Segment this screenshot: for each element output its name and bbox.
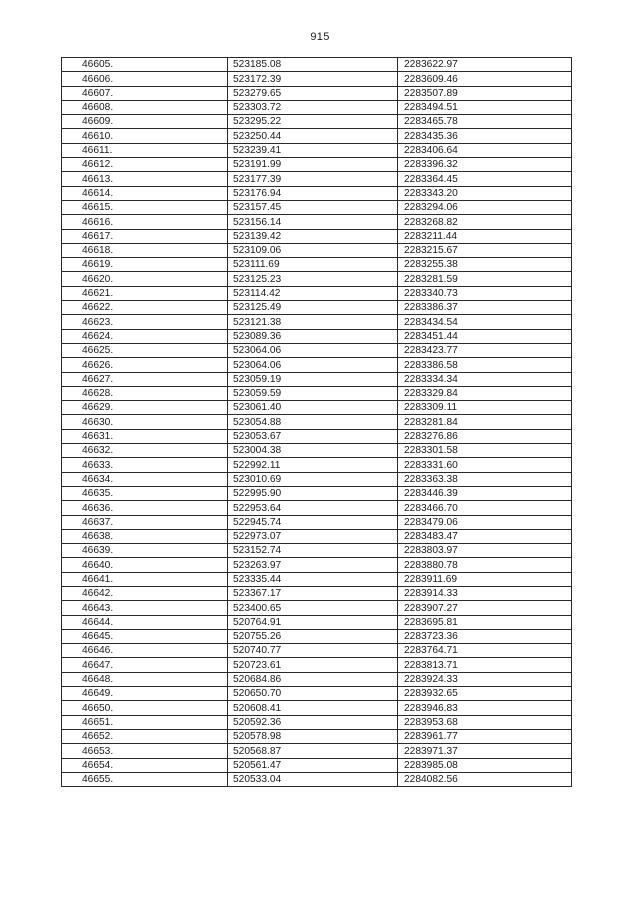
table-row — [62, 472, 572, 486]
x-coordinate-cell: 522973.07 — [228, 529, 398, 543]
point-number-cell: 46649. — [62, 687, 228, 701]
table-row — [62, 687, 572, 701]
point-number-cell: 46640. — [62, 558, 228, 572]
x-coordinate-cell: 523239.41 — [228, 143, 398, 157]
x-coordinate-cell: 523125.49 — [228, 301, 398, 315]
table-row — [62, 72, 572, 86]
table-row — [62, 586, 572, 600]
y-coordinate-cell: 2283451.44 — [398, 329, 572, 343]
point-number-cell: 46648. — [62, 672, 228, 686]
y-coordinate-cell: 2283813.71 — [398, 658, 572, 672]
x-coordinate-cell: 520561.47 — [228, 758, 398, 772]
x-coordinate-cell: 523367.17 — [228, 586, 398, 600]
point-number-cell: 46626. — [62, 358, 228, 372]
table-row — [62, 158, 572, 172]
table-row — [62, 358, 572, 372]
table-row — [62, 672, 572, 686]
point-number-cell: 46635. — [62, 486, 228, 500]
table-row — [62, 258, 572, 272]
point-number-cell: 46606. — [62, 72, 228, 86]
x-coordinate-cell: 520533.04 — [228, 772, 398, 786]
point-number-cell: 46632. — [62, 444, 228, 458]
y-coordinate-cell: 2283363.38 — [398, 472, 572, 486]
x-coordinate-cell: 520578.98 — [228, 729, 398, 743]
point-number-cell: 46630. — [62, 415, 228, 429]
table-row — [62, 186, 572, 200]
x-coordinate-cell: 523156.14 — [228, 215, 398, 229]
y-coordinate-cell: 2283953.68 — [398, 715, 572, 729]
x-coordinate-cell: 523109.06 — [228, 243, 398, 257]
x-coordinate-cell: 523295.22 — [228, 115, 398, 129]
table-row — [62, 129, 572, 143]
point-number-cell: 46652. — [62, 729, 228, 743]
point-number-cell: 46608. — [62, 100, 228, 114]
table-row — [62, 715, 572, 729]
table-row — [62, 629, 572, 643]
point-number-cell: 46644. — [62, 615, 228, 629]
x-coordinate-cell: 523152.74 — [228, 544, 398, 558]
x-coordinate-cell: 523064.06 — [228, 358, 398, 372]
x-coordinate-cell: 523303.72 — [228, 100, 398, 114]
x-coordinate-cell: 522995.90 — [228, 486, 398, 500]
y-coordinate-cell: 2283494.51 — [398, 100, 572, 114]
x-coordinate-cell: 523185.08 — [228, 58, 398, 72]
x-coordinate-cell: 520723.61 — [228, 658, 398, 672]
point-number-cell: 46612. — [62, 158, 228, 172]
x-coordinate-cell: 523059.59 — [228, 386, 398, 400]
point-number-cell: 46646. — [62, 644, 228, 658]
table-row — [62, 729, 572, 743]
point-number-cell: 46617. — [62, 229, 228, 243]
y-coordinate-cell: 2283803.97 — [398, 544, 572, 558]
y-coordinate-cell: 2283281.59 — [398, 272, 572, 286]
point-number-cell: 46651. — [62, 715, 228, 729]
y-coordinate-cell: 2283329.84 — [398, 386, 572, 400]
point-number-cell: 46641. — [62, 572, 228, 586]
x-coordinate-cell: 520740.77 — [228, 644, 398, 658]
x-coordinate-cell: 523004.38 — [228, 444, 398, 458]
point-number-cell: 46650. — [62, 701, 228, 715]
point-number-cell: 46645. — [62, 629, 228, 643]
y-coordinate-cell: 2283971.37 — [398, 744, 572, 758]
y-coordinate-cell: 2283914.33 — [398, 586, 572, 600]
y-coordinate-cell: 2283723.36 — [398, 629, 572, 643]
point-number-cell: 46615. — [62, 200, 228, 214]
table-row — [62, 143, 572, 157]
x-coordinate-cell: 523114.42 — [228, 286, 398, 300]
y-coordinate-cell: 2283946.83 — [398, 701, 572, 715]
page-number: 915 — [310, 31, 330, 43]
point-number-cell: 46627. — [62, 372, 228, 386]
y-coordinate-cell: 2283406.64 — [398, 143, 572, 157]
x-coordinate-cell: 523010.69 — [228, 472, 398, 486]
y-coordinate-cell: 2283276.86 — [398, 429, 572, 443]
x-coordinate-cell: 523053.67 — [228, 429, 398, 443]
x-coordinate-cell: 523064.06 — [228, 343, 398, 357]
y-coordinate-cell: 2283423.77 — [398, 343, 572, 357]
x-coordinate-cell: 523176.94 — [228, 186, 398, 200]
table-row — [62, 272, 572, 286]
point-number-cell: 46655. — [62, 772, 228, 786]
table-row — [62, 444, 572, 458]
x-coordinate-cell: 523121.38 — [228, 315, 398, 329]
y-coordinate-cell: 2283211.44 — [398, 229, 572, 243]
table-row — [62, 772, 572, 786]
table-row — [62, 386, 572, 400]
table-row — [62, 658, 572, 672]
x-coordinate-cell: 523061.40 — [228, 401, 398, 415]
point-number-cell: 46642. — [62, 586, 228, 600]
table-row — [62, 601, 572, 615]
x-coordinate-cell: 523263.97 — [228, 558, 398, 572]
point-number-cell: 46605. — [62, 58, 228, 72]
x-coordinate-cell: 522953.64 — [228, 501, 398, 515]
point-number-cell: 46636. — [62, 501, 228, 515]
y-coordinate-cell: 2283465.78 — [398, 115, 572, 129]
point-number-cell: 46624. — [62, 329, 228, 343]
table-row — [62, 758, 572, 772]
table-row — [62, 372, 572, 386]
y-coordinate-cell: 2283622.97 — [398, 58, 572, 72]
point-number-cell: 46631. — [62, 429, 228, 443]
point-number-cell: 46613. — [62, 172, 228, 186]
point-number-cell: 46654. — [62, 758, 228, 772]
coordinates-table — [61, 57, 572, 787]
point-number-cell: 46638. — [62, 529, 228, 543]
table-row — [62, 486, 572, 500]
table-row — [62, 86, 572, 100]
table-row — [62, 243, 572, 257]
y-coordinate-cell: 2283446.39 — [398, 486, 572, 500]
table-row — [62, 229, 572, 243]
y-coordinate-cell: 2283396.32 — [398, 158, 572, 172]
y-coordinate-cell: 2283364.45 — [398, 172, 572, 186]
point-number-cell: 46620. — [62, 272, 228, 286]
y-coordinate-cell: 2283695.81 — [398, 615, 572, 629]
y-coordinate-cell: 2283343.20 — [398, 186, 572, 200]
y-coordinate-cell: 2283507.89 — [398, 86, 572, 100]
table-row — [62, 644, 572, 658]
x-coordinate-cell: 520755.26 — [228, 629, 398, 643]
x-coordinate-cell: 520650.70 — [228, 687, 398, 701]
point-number-cell: 46628. — [62, 386, 228, 400]
table-row — [62, 200, 572, 214]
y-coordinate-cell: 2283434.54 — [398, 315, 572, 329]
table-row — [62, 172, 572, 186]
x-coordinate-cell: 520684.86 — [228, 672, 398, 686]
y-coordinate-cell: 2283479.06 — [398, 515, 572, 529]
table-row — [62, 458, 572, 472]
y-coordinate-cell: 2283435.36 — [398, 129, 572, 143]
y-coordinate-cell: 2283932.65 — [398, 687, 572, 701]
y-coordinate-cell: 2283309.11 — [398, 401, 572, 415]
x-coordinate-cell: 523054.88 — [228, 415, 398, 429]
table-row — [62, 558, 572, 572]
y-coordinate-cell: 2283340.73 — [398, 286, 572, 300]
coordinates-table-body — [62, 58, 572, 787]
y-coordinate-cell: 2283907.27 — [398, 601, 572, 615]
x-coordinate-cell: 523059.19 — [228, 372, 398, 386]
y-coordinate-cell: 2283911.69 — [398, 572, 572, 586]
y-coordinate-cell: 2283281.84 — [398, 415, 572, 429]
x-coordinate-cell: 523250.44 — [228, 129, 398, 143]
x-coordinate-cell: 523157.45 — [228, 200, 398, 214]
y-coordinate-cell: 2283301.58 — [398, 444, 572, 458]
table-row — [62, 215, 572, 229]
table-row — [62, 286, 572, 300]
x-coordinate-cell: 523139.42 — [228, 229, 398, 243]
table-row — [62, 701, 572, 715]
point-number-cell: 46623. — [62, 315, 228, 329]
y-coordinate-cell: 2283255.38 — [398, 258, 572, 272]
table-row — [62, 329, 572, 343]
y-coordinate-cell: 2283764.71 — [398, 644, 572, 658]
point-number-cell: 46621. — [62, 286, 228, 300]
table-row — [62, 544, 572, 558]
x-coordinate-cell: 523177.39 — [228, 172, 398, 186]
x-coordinate-cell: 523400.65 — [228, 601, 398, 615]
x-coordinate-cell: 523089.36 — [228, 329, 398, 343]
y-coordinate-cell: 2283334.34 — [398, 372, 572, 386]
point-number-cell: 46619. — [62, 258, 228, 272]
point-number-cell: 46607. — [62, 86, 228, 100]
table-row — [62, 343, 572, 357]
y-coordinate-cell: 2283215.67 — [398, 243, 572, 257]
x-coordinate-cell: 520568.87 — [228, 744, 398, 758]
point-number-cell: 46629. — [62, 401, 228, 415]
y-coordinate-cell: 2283961.77 — [398, 729, 572, 743]
table-row — [62, 429, 572, 443]
y-coordinate-cell: 2283880.78 — [398, 558, 572, 572]
point-number-cell: 46633. — [62, 458, 228, 472]
point-number-cell: 46616. — [62, 215, 228, 229]
x-coordinate-cell: 523172.39 — [228, 72, 398, 86]
y-coordinate-cell: 2283386.58 — [398, 358, 572, 372]
point-number-cell: 46625. — [62, 343, 228, 357]
y-coordinate-cell: 2283268.82 — [398, 215, 572, 229]
y-coordinate-cell: 2283985.08 — [398, 758, 572, 772]
y-coordinate-cell: 2284082.56 — [398, 772, 572, 786]
y-coordinate-cell: 2283924.33 — [398, 672, 572, 686]
y-coordinate-cell: 2283294.06 — [398, 200, 572, 214]
y-coordinate-cell: 2283466.70 — [398, 501, 572, 515]
point-number-cell: 46643. — [62, 601, 228, 615]
point-number-cell: 46614. — [62, 186, 228, 200]
table-row — [62, 515, 572, 529]
x-coordinate-cell: 523191.99 — [228, 158, 398, 172]
y-coordinate-cell: 2283386.37 — [398, 301, 572, 315]
table-row — [62, 415, 572, 429]
point-number-cell: 46634. — [62, 472, 228, 486]
point-number-cell: 46609. — [62, 115, 228, 129]
table-row — [62, 529, 572, 543]
y-coordinate-cell: 2283609.46 — [398, 72, 572, 86]
point-number-cell: 46622. — [62, 301, 228, 315]
x-coordinate-cell: 523111.69 — [228, 258, 398, 272]
y-coordinate-cell: 2283331.60 — [398, 458, 572, 472]
table-row — [62, 744, 572, 758]
point-number-cell: 46611. — [62, 143, 228, 157]
y-coordinate-cell: 2283483.47 — [398, 529, 572, 543]
point-number-cell: 46618. — [62, 243, 228, 257]
x-coordinate-cell: 522945.74 — [228, 515, 398, 529]
table-row — [62, 100, 572, 114]
x-coordinate-cell: 523125.23 — [228, 272, 398, 286]
x-coordinate-cell: 520764.91 — [228, 615, 398, 629]
table-row — [62, 572, 572, 586]
point-number-cell: 46637. — [62, 515, 228, 529]
table-row — [62, 615, 572, 629]
x-coordinate-cell: 522992.11 — [228, 458, 398, 472]
point-number-cell: 46639. — [62, 544, 228, 558]
table-row — [62, 501, 572, 515]
x-coordinate-cell: 523279.65 — [228, 86, 398, 100]
table-row — [62, 315, 572, 329]
x-coordinate-cell: 523335.44 — [228, 572, 398, 586]
table-row — [62, 115, 572, 129]
point-number-cell: 46647. — [62, 658, 228, 672]
x-coordinate-cell: 520608.41 — [228, 701, 398, 715]
table-row — [62, 401, 572, 415]
table-row — [62, 301, 572, 315]
x-coordinate-cell: 520592.36 — [228, 715, 398, 729]
point-number-cell: 46653. — [62, 744, 228, 758]
point-number-cell: 46610. — [62, 129, 228, 143]
table-row — [62, 58, 572, 72]
